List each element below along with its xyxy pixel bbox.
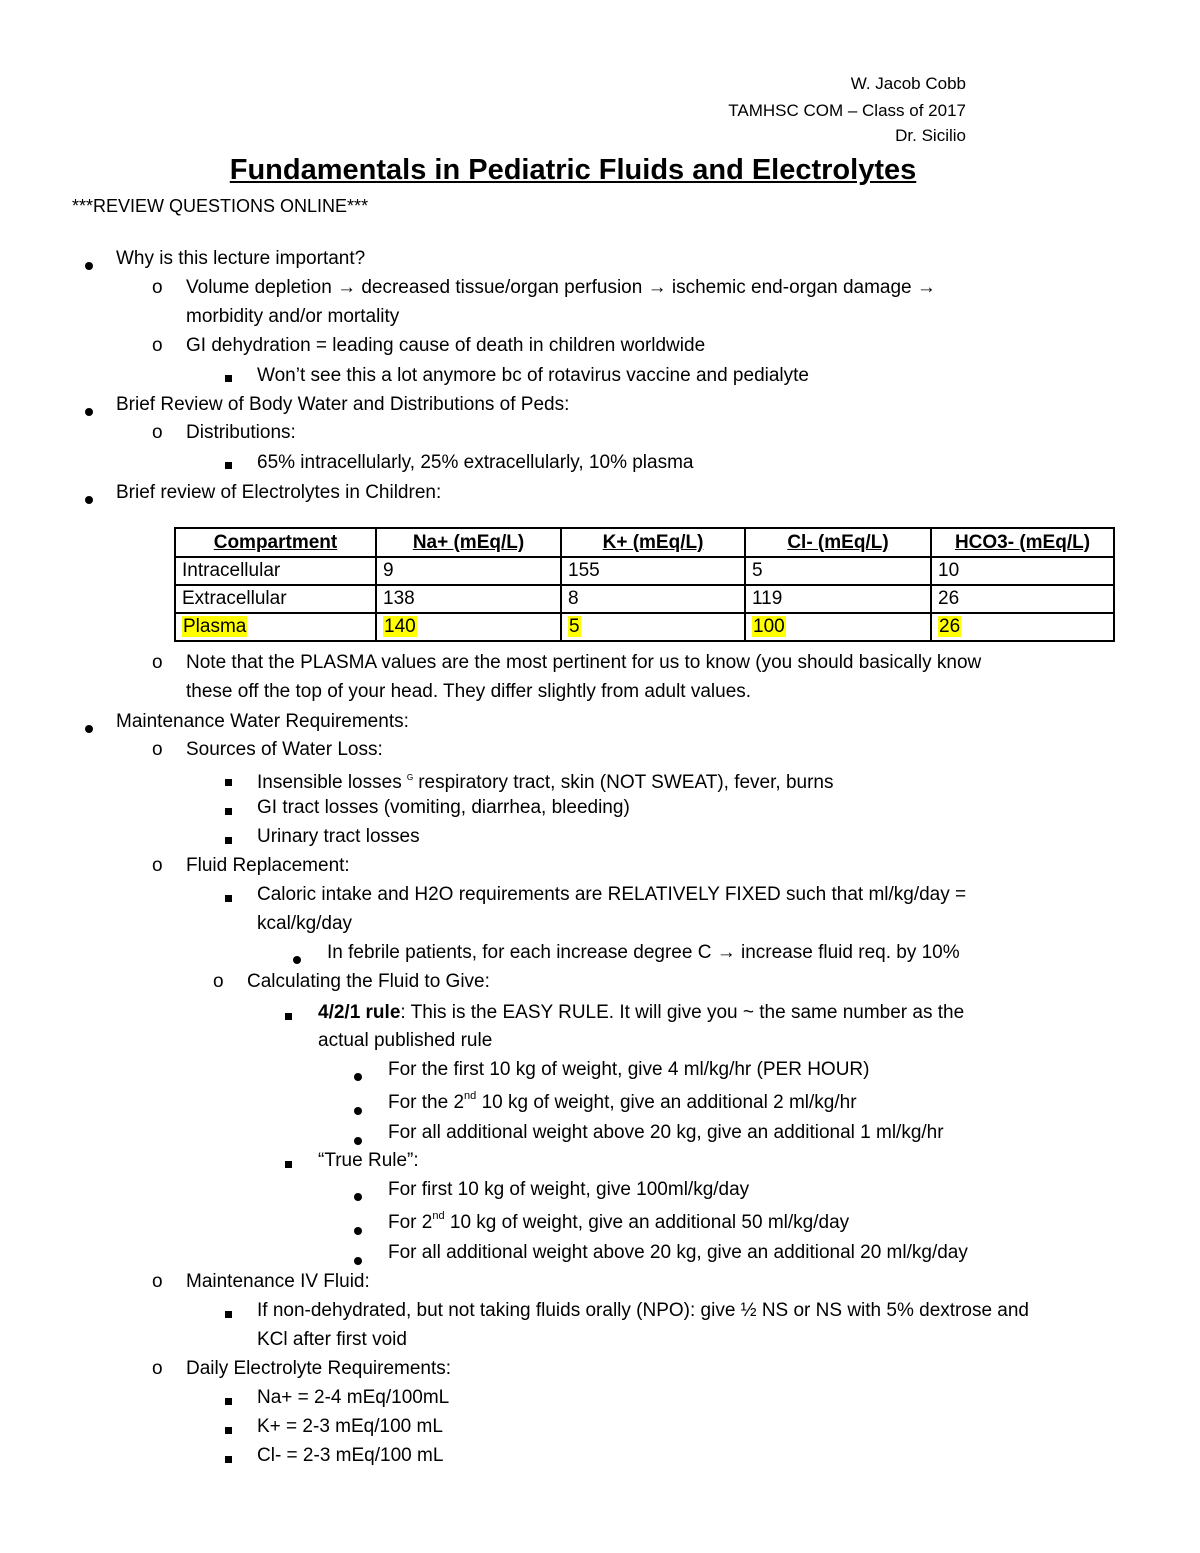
square-bullet-icon [225,1445,232,1469]
arrow-icon: → [916,277,936,298]
list-item: Maintenance Water Requirements: [116,711,409,732]
list-item: For all additional weight above 20 kg, give an additional 20 ml/kg/day [388,1242,968,1263]
table-cell [561,613,745,641]
list-item: Na+ = 2-4 mEq/100mL [257,1387,450,1408]
list-item: In febrile patients, for each increase degree C → increase fluid req. by 10% [327,942,960,963]
highlighted-value: 100 [753,616,785,637]
list-item: these off the top of your head. They differ slightly from adult values. [186,681,752,702]
bullet-icon [85,715,93,739]
table-cell [931,613,1114,641]
list-item: Brief Review of Body Water and Distributions of Peds: [116,394,570,415]
square-bullet-icon [285,1002,292,1026]
circle-bullet-icon: o [152,335,163,356]
column-header: Cl- (mEq/L) [745,528,931,557]
highlighted-value: 140 [384,616,416,637]
list-item: Caloric intake and H2O requirements are RELATIVELY FIXED such that ml/kg/day = [257,884,967,905]
table-cell: 5 [745,557,931,585]
square-bullet-icon [225,451,232,475]
list-item: Calculating the Fluid to Give: [247,971,490,992]
highlighted-value: 5 [569,616,580,637]
list-item: Daily Electrolyte Requirements: [186,1358,452,1379]
list-item: For 2nd 10 kg of weight, give an additional 50 ml/kg/day [388,1210,850,1233]
table-cell [376,613,561,641]
list-item: Cl- = 2-3 mEq/100 mL [257,1445,444,1466]
table-cell: 155 [561,557,745,585]
table-cell: Intracellular [175,557,376,585]
bullet-icon [85,486,93,510]
table-cell: 138 [376,585,561,613]
list-item: Insensible losses $^ᴳ$ respiratory tract, skin (NOT SWEAT), fever, burns [257,772,834,793]
bullet-icon [354,1063,362,1087]
table-cell: 9 [376,557,561,585]
column-header: K+ (mEq/L) [561,528,745,557]
class-line: TAMHSC COM – Class of 2017 [728,101,966,120]
lecturer-name: Dr. Sicilio [895,126,966,145]
list-item: GI dehydration = leading cause of death in children worldwide [186,335,706,356]
table-cell: 26 [931,585,1114,613]
square-bullet-icon [225,1387,232,1411]
table-cell: 10 [931,557,1114,585]
square-bullet-icon [225,884,232,908]
arrow-icon: → [716,942,736,963]
review-note: ***REVIEW QUESTIONS ONLINE*** [72,196,369,216]
table-cell: 119 [745,585,931,613]
circle-bullet-icon: o [152,855,163,876]
table-cell: 8 [561,585,745,613]
square-bullet-icon [225,1300,232,1324]
circle-bullet-icon: o [152,1358,163,1379]
list-item: Note that the PLASMA values are the most pertinent for us to know (you should basically know [186,652,982,673]
square-bullet-icon [225,826,232,850]
highlighted-value: 26 [939,616,961,637]
column-header: HCO3- (mEq/L) [931,528,1114,557]
circle-bullet-icon: o [152,1271,163,1292]
bullet-icon [354,1247,362,1271]
author-name: W. Jacob Cobb [850,74,966,93]
list-item: “True Rule”: [318,1150,419,1171]
square-bullet-icon [225,768,232,792]
table-row-plasma [175,613,1114,641]
list-item: 4/2/1 rule: This is the EASY RULE. It will give you ~ the same number as the [318,1002,965,1023]
list-item: morbidity and/or mortality [186,306,400,327]
list-item: Volume depletion → decreased tissue/organ perfusion → ischemic end-organ damage → [186,277,936,298]
square-bullet-icon [225,1416,232,1440]
circle-bullet-icon: o [152,739,163,760]
square-bullet-icon [285,1150,292,1174]
highlighted-value: Plasma [183,616,247,637]
list-item: For the 2nd 10 kg of weight, give an additional 2 ml/kg/hr [388,1090,857,1113]
bullet-icon [293,946,301,970]
circle-bullet-icon: o [152,277,163,298]
bullet-icon [354,1127,362,1151]
list-item: 65% intracellularly, 25% extracellularly, 10% plasma [257,452,694,473]
circle-bullet-icon: o [152,652,163,673]
column-header: Compartment [175,528,376,557]
list-item: Maintenance IV Fluid: [186,1271,370,1292]
square-bullet-icon [225,364,232,388]
list-item: For all additional weight above 20 kg, give an additional 1 ml/kg/hr [388,1122,944,1143]
mark-icon: ᴳ [406,772,413,786]
electrolyte-table [174,527,1115,642]
table-row [175,585,1114,613]
table-header-row [175,528,1114,557]
list-item: K+ = 2-3 mEq/100 mL [257,1416,443,1437]
list-item: actual published rule [318,1030,493,1051]
list-item: Fluid Replacement: [186,855,350,876]
table-cell: Extracellular [175,585,376,613]
list-item: If non-dehydrated, but not taking fluids orally (NPO): give ½ NS or NS with 5% dextrose and [257,1300,1029,1321]
list-item: Distributions: [186,422,296,443]
list-item: GI tract losses (vomiting, diarrhea, bleeding) [257,797,630,818]
list-item: kcal/kg/day [257,913,353,934]
table-cell [745,613,931,641]
list-item: Urinary tract losses [257,826,420,847]
list-item: For first 10 kg of weight, give 100ml/kg/day [388,1179,750,1200]
bullet-icon [354,1097,362,1121]
bullet-icon [354,1183,362,1207]
bullet-icon [354,1217,362,1241]
table-cell [175,613,376,641]
column-header: Na+ (mEq/L) [376,528,561,557]
circle-bullet-icon: o [152,422,163,443]
list-item: For the first 10 kg of weight, give 4 ml/kg/hr (PER HOUR) [388,1059,870,1080]
square-bullet-icon [225,797,232,821]
arrow-icon: → [647,277,667,298]
bullet-icon [85,398,93,422]
list-item: Won’t see this a lot anymore bc of rotavirus vaccine and pedialyte [257,365,809,386]
arrow-icon: → [337,277,357,298]
list-item: Brief review of Electrolytes in Children: [116,482,442,503]
list-item: Why is this lecture important? [116,248,366,269]
table-row [175,557,1114,585]
page-title: Fundamentals in Pediatric Fluids and Electrolytes [229,154,917,186]
circle-bullet-icon: o [213,971,224,992]
list-item: Sources of Water Loss: [186,739,383,760]
list-item: KCl after first void [257,1329,407,1350]
bullet-icon [85,252,93,276]
